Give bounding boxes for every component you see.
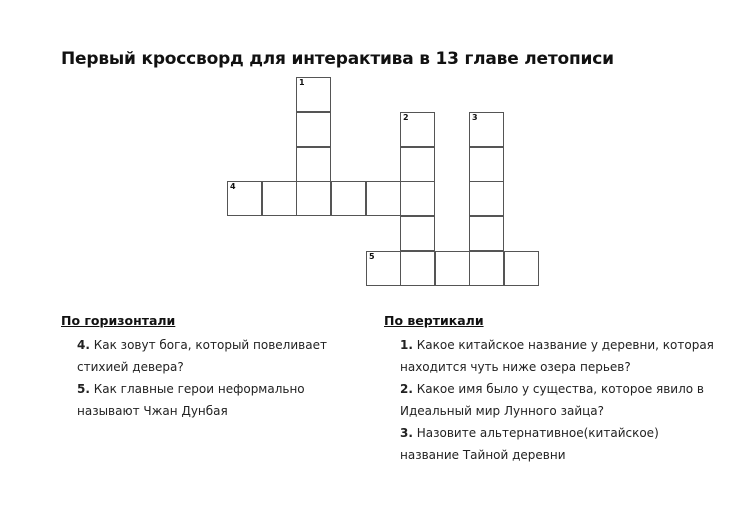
clue-text: Как зовут бога, который повеливает стихией девера? — [77, 338, 327, 374]
crossword-cell[interactable] — [296, 181, 331, 216]
clue-text: Как главные герои неформально называют Чжан Дунбая — [77, 382, 305, 418]
crossword-cell[interactable] — [469, 112, 504, 147]
clue-item — [384, 334, 714, 378]
down-heading: По вертикали — [384, 313, 484, 328]
crossword-cell[interactable] — [331, 181, 366, 216]
crossword-cell[interactable] — [400, 112, 435, 147]
crossword-cell[interactable] — [227, 181, 262, 216]
clue-item — [384, 422, 714, 466]
crossword-cell[interactable] — [296, 147, 331, 182]
crossword-cell[interactable] — [400, 181, 435, 216]
clue-item — [61, 378, 361, 422]
clue-number: 3. — [400, 426, 413, 440]
crossword-cell[interactable] — [504, 251, 539, 286]
crossword-cell[interactable] — [366, 181, 401, 216]
crossword-cell[interactable] — [469, 147, 504, 182]
crossword-cell[interactable] — [296, 112, 331, 147]
clue-number: 5. — [77, 382, 90, 396]
across-heading: По горизонтали — [61, 313, 176, 328]
crossword-cell[interactable] — [262, 181, 297, 216]
crossword-cell[interactable] — [469, 181, 504, 216]
crossword-cell[interactable] — [435, 251, 470, 286]
clue-number: 3 — [472, 113, 478, 122]
clue-number: 2. — [400, 382, 413, 396]
across-clues — [61, 313, 361, 422]
clue-item — [61, 334, 361, 378]
clue-number: 2 — [403, 113, 409, 122]
crossword-cell[interactable] — [400, 251, 435, 286]
crossword-cell[interactable] — [469, 251, 504, 286]
clue-item — [384, 378, 714, 422]
clue-number: 1. — [400, 338, 413, 352]
clue-number: 1 — [299, 78, 305, 87]
crossword-cell[interactable] — [366, 251, 401, 286]
crossword-cell[interactable] — [400, 216, 435, 251]
clue-text: Какое китайское название у деревни, которая находится чуть ниже озера перьев? — [400, 338, 714, 374]
down-clues — [384, 313, 714, 466]
clue-number: 4 — [230, 182, 236, 191]
clue-text: Назовите альтернативное(китайское) название Тайной деревни — [400, 426, 659, 462]
crossword-cell[interactable] — [296, 77, 331, 112]
crossword-cell[interactable] — [469, 216, 504, 251]
clue-number: 5 — [369, 252, 375, 261]
crossword-cell[interactable] — [400, 147, 435, 182]
page-title: Первый кроссворд для интерактива в 13 главе летописи — [61, 49, 614, 69]
clue-number: 4. — [77, 338, 90, 352]
clue-text: Какое имя было у существа, которое явило в Идеальный мир Лунного зайца? — [400, 382, 705, 418]
